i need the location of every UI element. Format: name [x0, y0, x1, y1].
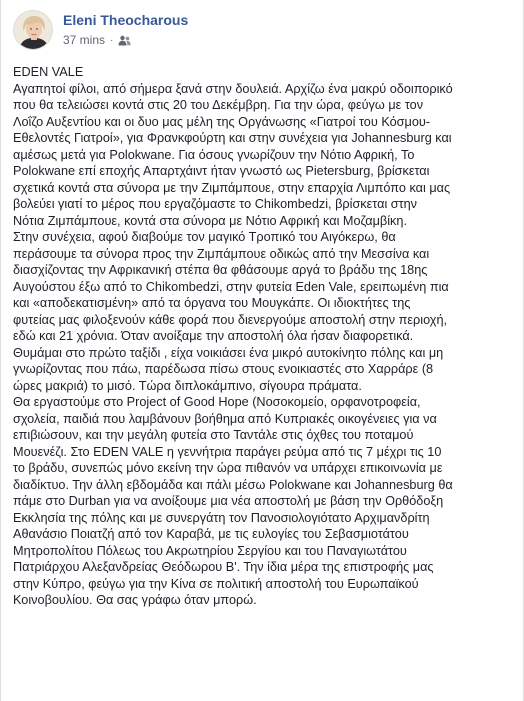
post-text-line: Εθελοντές Γιατροί», για Φρανκφούρτη και στην συνέχεια για Johannesburg και	[13, 131, 452, 145]
post-text-line: Πατριάρχου Αλεξανδρείας Θεόδωρου Β'. Την ίδια μέρα της επιστροφής μας	[13, 560, 434, 574]
post-text-line: φυτείας μας φιλοξενούν κάθε φορά που διενεργούμε αποστολή στην περιοχή,	[13, 312, 448, 327]
post-text-line: βολεύει γιατί το μέρος που εργαζόμαστε το Chikombedzi, βρίσκεται στην	[13, 197, 418, 211]
post-text-line: πάμε στο Durban για να ανοίξουμε μια νέα αποστολή με βάση την Ορθόδοξη	[13, 494, 444, 508]
post-text-line: Μητροπολίτου Πόλεως του Ακρωτηρίου Σεργίου και του Παναγιωτάτου	[13, 543, 407, 558]
post-text-line: εδώ και 21 χρόνια. Όταν ανοίξαμε την αποστολή όλα ήσαν διαφορετικά.	[13, 329, 414, 343]
post-text-line: Μουενέζι. Στο EDEN VALE η γεννήτρια παράγει ρεύμα από τις 7 μέχρι τις 10	[13, 444, 442, 459]
post-text-line: περάσουμε τα σύνορα προς την Ζιμπάμπουε οδικώς από την Μεσσίνα και	[13, 246, 430, 261]
post-text-line: το βράδυ, συνεπώς μόνο εκείνη την ώρα πιθανόν να υπάρχει επικοινωνία με	[13, 461, 443, 475]
post-text-line: Λοΐζο Αυξεντίου και οι δυο μας μέλη της Οργάνωσης «Γιατροί του Κόσμου-	[13, 114, 431, 129]
post-text-line: αμέσως μετά για Polokwane. Για όσους γνωρίζουν την Νότιο Αφρική, Το	[13, 147, 415, 162]
author-name-link[interactable]: Eleni Theocharous	[63, 12, 189, 28]
post-text-line: Polokwane επί εποχής Απαρτχάιντ ήταν γνωστό ως Pietersburg, βρίσκεται	[13, 164, 430, 178]
post-text-line: και «αποδεκατισμένη» από τα όργανα του Μουγκάπε. Οι ιδιοκτήτες της	[13, 296, 411, 310]
post-text-line: Αθανάσιο Ποιατζή από τον Καραβά, με τις ευλογίες του Σεβασμιοτάτου	[13, 527, 409, 541]
post-meta	[63, 33, 131, 47]
post-text-line: Εκκλησία της πόλης και με συνεργάτη τον Πανοσιολογιότατο Αρχιμανδρίτη	[13, 510, 430, 525]
post-header	[13, 10, 503, 56]
meta-separator: ·	[110, 34, 114, 46]
profile-photo	[14, 11, 53, 50]
post-text-line: Θα εργαστούμε στο Project of Good Hope (Νοσοκομείο, ορφανοτροφεία,	[13, 395, 421, 409]
post-text-line: Νότια Ζιμπάμπουε, κοντά στα σύνορα με Νότιο Αφρική και Μοζαμβίκη.	[13, 213, 407, 228]
post-text-line: γνωρίζοντας που πάω, παρέδωσα πίσω στους ενοικιαστές στο Χαρράρε (8	[13, 362, 434, 376]
post-text-line: επιβιώσουν, και την μεγάλη φυτεία στο Ταντάλε στις όχθες του ποταμού	[13, 428, 414, 442]
post-text-line: Θυμάμαι στο πρώτο ταξίδι , είχα νοικιάσει ένα μικρό αυτοκίνητο πόλης και μη	[13, 345, 444, 360]
friends-icon[interactable]	[118, 35, 131, 46]
post-text-line: διασχίζοντας την Αφρικανική στέπα θα φθάσουμε αργά το βράδυ της 18ης	[13, 263, 428, 277]
post-text-line: Αγαπητοί φίλοι, από σήμερα ξανά στην δουλειά. Αρχίζω ένα μακρύ οδοιπορικό	[13, 81, 453, 96]
post-text-line: σχολεία, παιδιά που λαμβάνουν βοήθημα από Κυπριακές οικογένειες για να	[13, 411, 437, 426]
post-text-line: Κοινοβουλίου. Θα σας γράφω όταν μπορώ.	[13, 593, 257, 607]
post-text-line: EDEN VALE	[13, 65, 84, 79]
post-text	[13, 64, 513, 609]
post-text-line: που θα τελειώσει κοντά στις 20 του Δεκέμβρη. Για την ώρα, φεύγω με τον	[13, 98, 424, 112]
post-text-line: Στην συνέχεια, αφού διαβούμε τον μαγικό Τροπικό του Αιγόκερω, θα	[13, 230, 396, 244]
post-text-line: ώρες μακριά) το μισό. Τώρα διπλοκάμπινο, σίγουρα πράματα.	[13, 378, 362, 393]
avatar[interactable]	[13, 10, 53, 50]
post-timestamp[interactable]: 37 mins	[63, 33, 106, 47]
post-text-line: διαδίκτυο. Την άλλη εβδομάδα και πάλι μέσω Polokwane και Johannesburg θα	[13, 477, 453, 492]
post-text-line: στην Κύπρο, φεύγω για την Κίνα σε πολιτική αποστολή του Ευρωπαϊκού	[13, 576, 419, 591]
post-text-line: Αυγούστου έξω από το Chikombedzi, στην φυτεία Eden Vale, ερειπωμένη πια	[13, 279, 449, 294]
post-text-line: σχετικά κοντά στα σύνορα με την Ζιμπάμπουε, στην επαρχία Λιμπόπο και μας	[13, 180, 451, 195]
